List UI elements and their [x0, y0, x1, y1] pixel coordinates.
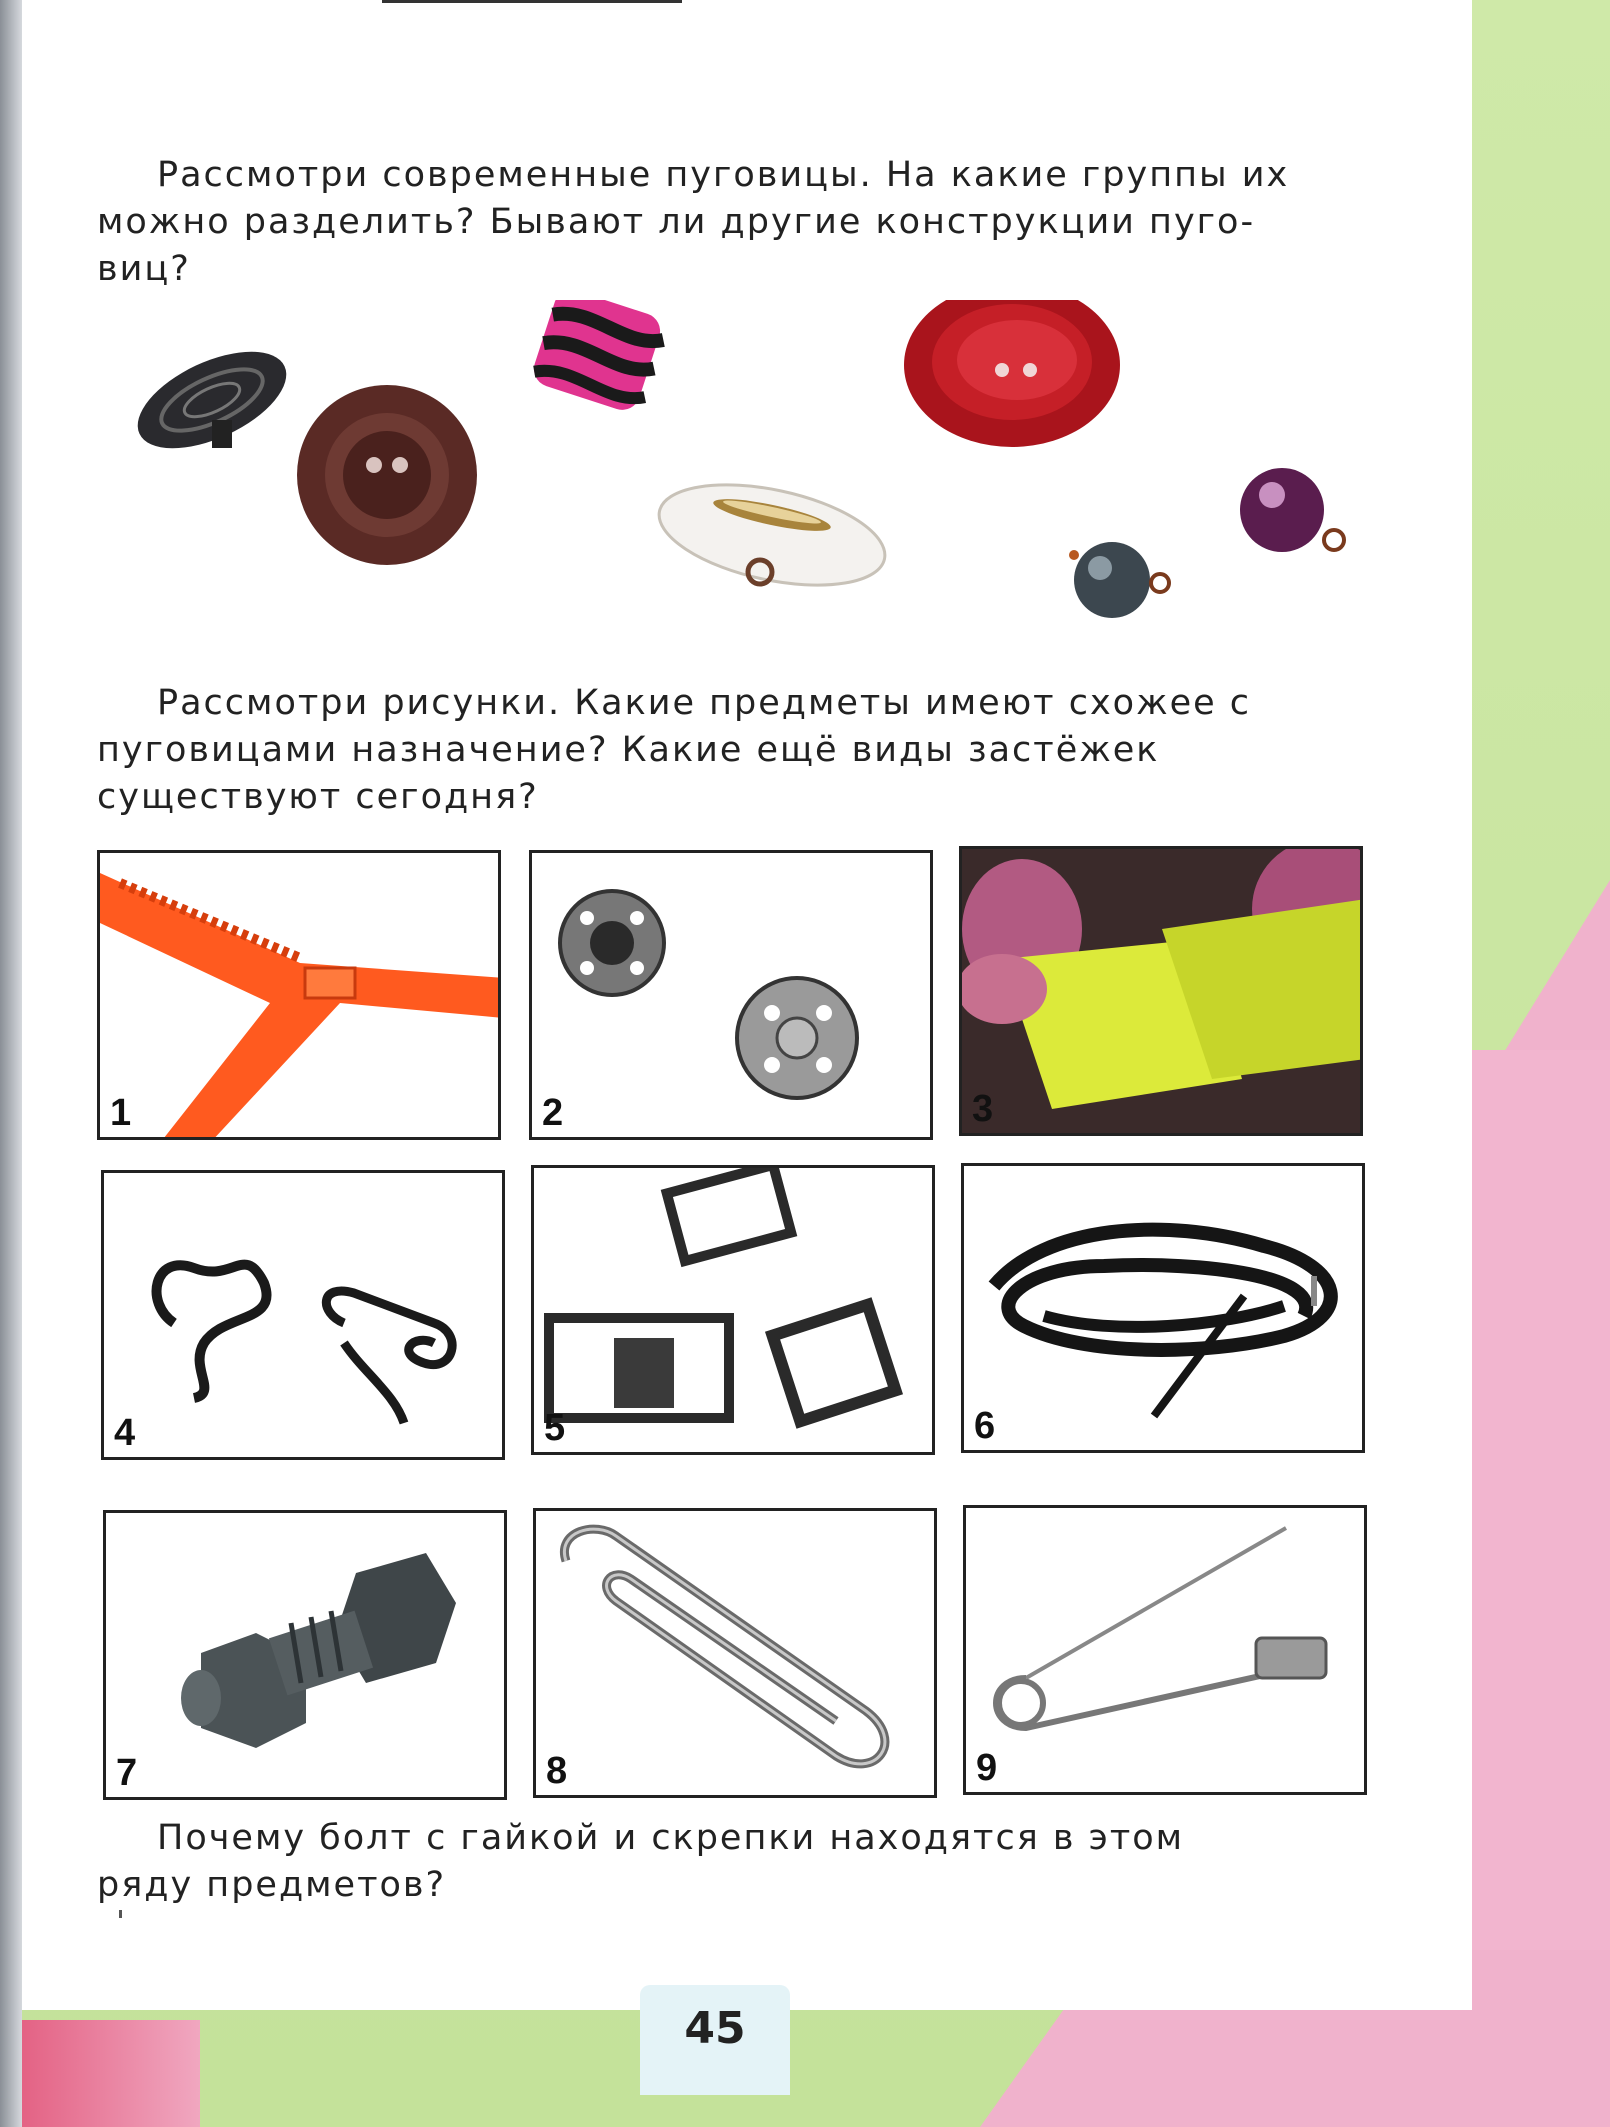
grid-item-paper-clip [533, 1508, 937, 1798]
stray-mark [119, 1910, 122, 1918]
velcro-icon [962, 849, 1363, 1136]
page-number-tab [640, 1985, 790, 2095]
snap-fastener-icon [532, 853, 933, 1140]
question-fasteners-line-1: Рассмотри рисунки. Какие предметы имеют схожее с [157, 683, 1252, 723]
question-bolt-line-2: ряду предметов? [97, 1865, 447, 1905]
grid-item-number: 3 [972, 1088, 994, 1130]
brown-button-icon [297, 385, 477, 565]
question-bolt-line-1: Почему болт с гайкой и скрепки находятся в этом [157, 1818, 1185, 1858]
grid-item-velcro [959, 846, 1363, 1136]
grid-item-number: 7 [116, 1752, 138, 1794]
question-bolt-and-clips [97, 1815, 1387, 1909]
question-fasteners-line-3: существуют сегодня? [97, 777, 539, 817]
safety-pin-icon [966, 1508, 1367, 1795]
buckle-icon [534, 1168, 935, 1455]
grid-item-number: 2 [542, 1092, 564, 1134]
purple-ball-button-icon [1240, 468, 1344, 552]
question-buttons [97, 152, 1387, 293]
textbook-page [22, 0, 1472, 2010]
paper-clip-icon [536, 1511, 937, 1798]
hook-and-eye-icon [104, 1173, 505, 1460]
grid-item-snap-fastener [529, 850, 933, 1140]
red-bottom-decoration [0, 2020, 200, 2127]
question-buttons-line-3: виц? [97, 249, 191, 289]
grid-item-number: 8 [546, 1750, 568, 1792]
grid-item-number: 1 [110, 1092, 132, 1134]
grey-ball-button-icon [1069, 542, 1169, 618]
zipper-icon [100, 853, 501, 1140]
grid-item-buckle [531, 1165, 935, 1455]
page-binding-shadow [0, 0, 22, 2127]
grid-item-zipper [97, 850, 501, 1140]
black-carved-button-icon [123, 332, 300, 468]
question-fasteners-line-2: пуговицами назначение? Какие ещё виды застёжек [97, 730, 1160, 770]
grid-item-safety-pin [963, 1505, 1367, 1795]
grid-item-bolt-and-nut [103, 1510, 507, 1800]
top-rule [382, 0, 682, 3]
red-button-icon [904, 300, 1120, 447]
buttons-photo [112, 300, 1412, 630]
grid-item-number: 5 [544, 1407, 566, 1449]
grid-item-number: 9 [976, 1747, 998, 1789]
pink-striped-button-icon [529, 300, 665, 415]
fasteners-grid [97, 850, 1387, 1794]
grid-item-shoelace [961, 1163, 1365, 1453]
page-number: 45 [684, 2003, 746, 2054]
question-buttons-line-1: Рассмотри современные пуговицы. На какие группы их [157, 155, 1290, 195]
grid-item-number: 6 [974, 1405, 996, 1447]
question-buttons-line-2: можно разделить? Бывают ли другие конструкции пуго- [97, 202, 1256, 242]
white-oval-button-icon [650, 467, 894, 603]
grid-item-hook-and-eye [101, 1170, 505, 1460]
shoelace-icon [964, 1166, 1365, 1453]
bolt-and-nut-icon [106, 1513, 507, 1800]
question-fasteners [97, 680, 1387, 821]
grid-item-number: 4 [114, 1412, 136, 1454]
